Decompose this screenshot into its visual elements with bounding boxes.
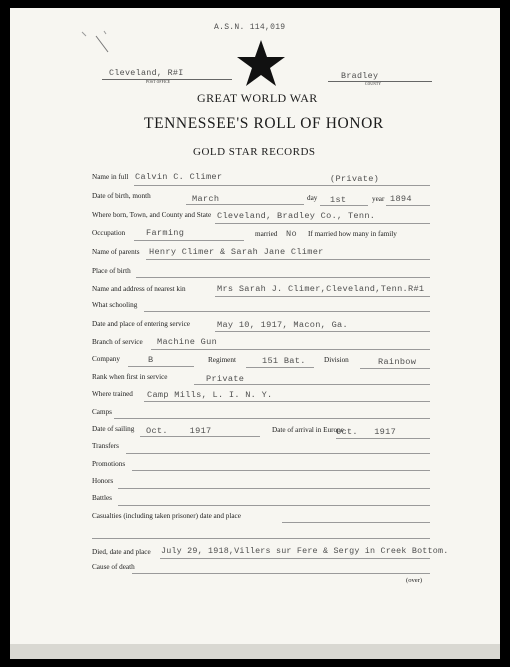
post-office-value: Cleveland, R#I [109,68,184,78]
rank-value: Private [206,374,245,384]
star-icon [236,38,286,88]
cause-label: Cause of death [92,563,135,571]
died-value: July 29, 1918,Villers sur Fere & Sergy in Creek Bottom. [161,546,449,556]
place-of-birth-line [136,277,430,278]
occupation-line [134,240,244,241]
family-label: If married how many in family [308,230,397,238]
casualties-line [282,522,430,523]
entering-service-value: May 10, 1917, Macon, Ga. [217,320,348,330]
dob-day: 1st [330,195,347,205]
parents-line [146,259,430,260]
place-of-birth-label: Place of birth [92,267,131,275]
rank-paren: (Private) [330,174,380,184]
dob-day-line [320,205,368,206]
sailing-line [140,436,260,437]
division-value: Rainbow [378,357,417,367]
transfers-line [126,453,430,454]
arrival-value: Oct. 1917 [336,427,397,437]
promotions-label: Promotions [92,460,126,468]
branch-line [151,349,430,350]
trained-value: Camp Mills, L. I. N. Y. [147,390,273,400]
dob-label: Date of birth, month [92,192,151,200]
casualties-line-2 [92,538,430,539]
camps-line [114,418,430,419]
entering-service-line [215,331,430,332]
county-value: Bradley [341,71,379,81]
rank-line [194,384,430,385]
married-label: married [255,230,278,238]
where-born-line [215,223,430,224]
parents-value: Henry Climer & Sarah Jane Climer [149,247,324,257]
regiment-value: 151 Bat. [262,356,306,366]
division-line [360,368,430,369]
dob-month-line [186,204,304,205]
where-born-label: Where born, Town, and County and State [92,211,212,219]
battles-label: Battles [92,494,112,502]
kin-label: Name and address of nearest kin [92,285,186,293]
camps-label: Camps [92,408,112,416]
dob-year: 1894 [390,194,412,204]
name-value: Calvin C. Climer [135,172,223,182]
entering-service-label: Date and place of entering service [92,320,190,328]
dob-year-line [386,205,430,206]
day-label: day [307,194,318,202]
where-born-value: Cleveland, Bradley Co., Tenn. [217,211,376,221]
honors-label: Honors [92,477,114,485]
kin-value: Mrs Sarah J. Climer,Cleveland,Tenn.R#1 [217,284,425,294]
post-office-label: POST OFFICE [146,80,171,84]
promotions-line [132,470,430,471]
serial-number: A.S.N. 114,019 [214,23,286,32]
honors-line [118,488,430,489]
schooling-label: What schooling [92,301,138,309]
battles-line [118,505,430,506]
gold-star-record-card [10,8,500,644]
rank-label: Rank when first in service [92,373,168,381]
schooling-line [144,311,430,312]
corner-marks [80,30,120,60]
company-line [128,366,194,367]
name-label: Name in full [92,173,129,181]
regiment-label: Regiment [208,356,236,364]
name-line [134,185,430,186]
occupation-value: Farming [146,228,185,238]
title-gold-star-records: GOLD STAR RECORDS [193,146,316,158]
parents-label: Name of parents [92,248,140,256]
dob-month: March [192,194,220,204]
branch-label: Branch of service [92,338,143,346]
branch-value: Machine Gun [157,337,218,347]
sailing-label: Date of sailing [92,425,135,433]
title-great-world-war: GREAT WORLD WAR [197,91,318,105]
sailing-value: Oct. 1917 [146,426,212,436]
company-value: B [148,355,154,365]
year-label: year [372,195,385,203]
title-roll-of-honor: TENNESSEE'S ROLL OF HONOR [144,115,384,132]
arrival-label: Date of arrival in Europe [272,426,344,434]
died-line [160,558,430,559]
company-label: Company [92,355,120,363]
kin-line [215,296,430,297]
trained-line [144,401,430,402]
casualties-label: Casualties (including taken prisoner) date and place [92,512,241,520]
division-label: Division [324,356,349,364]
trained-label: Where trained [92,390,133,398]
married-value: No [286,229,297,239]
sheet-bottom-edge [10,644,500,659]
transfers-label: Transfers [92,442,119,450]
over-label: (over) [406,577,423,584]
occupation-label: Occupation [92,229,126,237]
cause-line [132,573,430,574]
arrival-line [336,438,430,439]
county-label: COUNTY [365,82,382,86]
regiment-line [246,367,314,368]
died-label: Died, date and place [92,548,151,556]
